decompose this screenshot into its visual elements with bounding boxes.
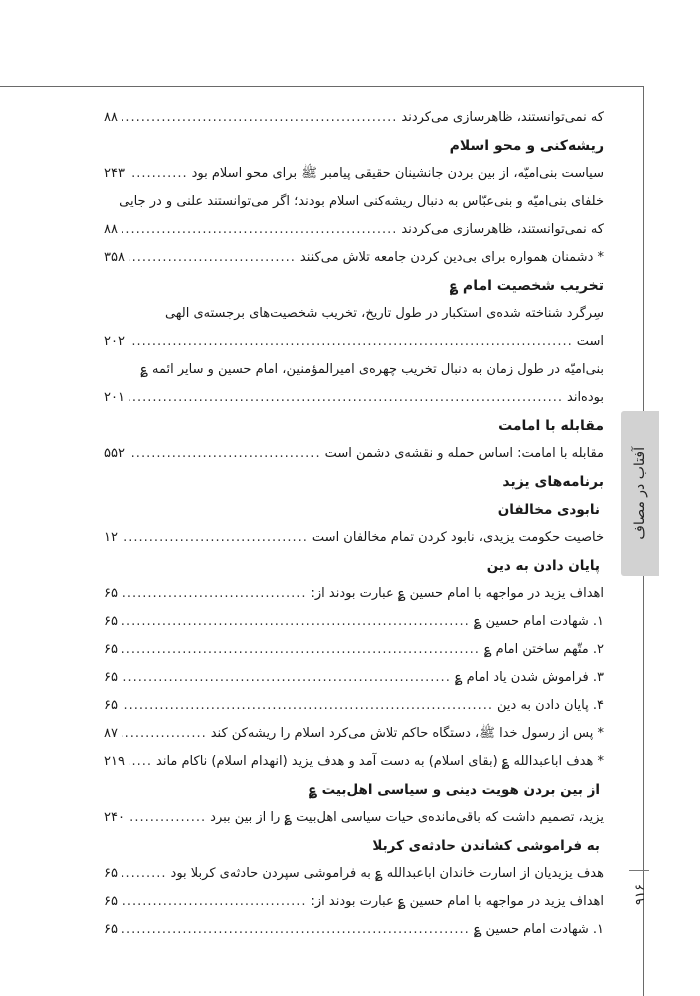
entry-text: سیاست بنی‌امیّه، از بین بردن جانشینان حقیقی پیامبر ﷺ برای محو اسلام بود [191,166,604,181]
dot-leader [122,216,397,244]
dot-leader [129,748,152,776]
entry-text: ۱. شهادت امام حسین ؏ [473,614,604,629]
page-ref: ۶۵ [104,642,118,657]
entry-text: ۴. پایان دادن به دین [497,698,604,713]
page-ref: ۸۸ [104,222,118,237]
index-entry [104,580,604,608]
dot-leader [122,524,308,552]
entry-text: ۲. متّهم ساختن امام ؏ [483,642,604,657]
entry-text: که نمی‌توانستند، ظاهرسازی می‌کردند [401,110,604,125]
side-tab [621,411,659,576]
index-heading [104,412,604,440]
heading-text: تخریب شخصیت امام ؏ [449,278,604,294]
dot-leader [122,720,207,748]
index-entry-continued [104,356,604,384]
dot-leader [122,608,470,636]
page-ref: ۸۷ [104,726,118,741]
index-subheading [104,832,604,860]
page-ref: ۲۰۱ [104,390,125,405]
index-subheading [104,496,604,524]
dot-leader [122,916,470,944]
dot-leader [122,636,480,664]
index-entry [104,216,604,244]
entry-text: اهداف یزید در مواجهه با امام حسین ؏ عبارت بودند از: [310,586,604,601]
page-ref: ۲۱۹ [104,754,125,769]
index-entry [104,636,604,664]
entry-text: * هدف اباعبدالله ؏ (بقای اسلام) به دست آمد و هدف یزید (انهدام اسلام) ناکام ماند [156,754,604,769]
subheading-text: نابودی مخالفان [497,502,600,518]
dot-leader [129,328,573,356]
entry-text: خاصیت حکومت یزیدی، نابود کردن تمام مخالفان است [311,530,604,545]
entry-text: بنی‌امیّه در طول زمان به دنبال تخریب چهره‌ی امیرالمؤمنین، امام حسین و سایر ائمه ؏ [140,362,604,377]
index-entry [104,384,604,412]
index-entry [104,244,604,272]
page-ref: ۲۴۳ [104,166,125,181]
index-entry-continued [104,300,604,328]
index-content [104,104,604,944]
entry-text: هدف یزیدیان از اسارت خاندان اباعبدالله ؏ به فراموشی سپردن حادثه‌ی کربلا بود [170,866,604,881]
index-entry [104,664,604,692]
page-ref: ۶۵ [104,698,118,713]
dot-leader [129,384,563,412]
index-entry [104,804,604,832]
page-number-rule [629,870,649,871]
index-entry [104,524,604,552]
entry-text: سِرگرد شناخته شده‌ی استکبار در طول تاریخ، تخریب شخصیت‌های برجسته‌ی الهی [164,306,604,321]
dot-leader [122,692,493,720]
page-number: ۹۱۶ [632,883,648,905]
index-heading [104,468,604,496]
index-entry [104,916,604,944]
heading-text: مقابله با امامت [498,418,604,434]
index-entry [104,440,604,468]
index-entry [104,608,604,636]
entry-text: * دشمنان همواره برای بی‌دین کردن جامعه تلاش می‌کنند [299,250,604,265]
dot-leader [122,888,307,916]
subheading-text: به فراموشی کشاندن حادثه‌ی کربلا [372,838,600,854]
index-entry [104,104,604,132]
page-ref: ۵۵۲ [104,446,125,461]
index-entry [104,328,604,356]
top-rule [0,86,643,87]
index-entry [104,720,604,748]
page-ref: ۳۵۸ [104,250,125,265]
index-heading [104,132,604,160]
page-ref: ۲۴۰ [104,810,125,825]
page-ref: ۶۵ [104,670,118,685]
index-subheading [104,776,604,804]
index-entry [104,888,604,916]
subheading-text: پایان دادن به دین [486,558,600,574]
index-entry [104,160,604,188]
page-ref: ۶۵ [104,922,118,937]
entry-text: اهداف یزید در مواجهه با امام حسین ؏ عبارت بودند از: [310,894,604,909]
page-ref: ۲۰۲ [104,334,125,349]
dot-leader [129,804,206,832]
dot-leader [129,244,296,272]
page-ref: ۸۸ [104,110,118,125]
page-ref: ۶۵ [104,586,118,601]
index-heading [104,272,604,300]
entry-text: یزید، تصمیم داشت که باقی‌مانده‌ی حیات سیاسی اهل‌بیت ؏ را از بین ببرد [210,810,604,825]
entry-text: بوده‌اند [567,390,604,405]
entry-text: مقابله با امامت: اساس حمله و نقشه‌ی دشمن است [324,446,604,461]
dot-leader [122,860,167,888]
entry-text: است [576,334,604,349]
side-tab-label: آفتاب در مصاف [632,447,648,540]
dot-leader [129,440,321,468]
index-subheading [104,552,604,580]
entry-text: خلفای بنی‌امیّه و بنی‌عبّاس به دنبال ریشه‌کنی اسلام بودند؛ اگر می‌توانستند علنی و در جایی [119,194,604,209]
dot-leader [122,664,451,692]
page-ref: ۱۲ [104,530,118,545]
entry-text: ۳. فراموش شدن یاد امام ؏ [454,670,604,685]
index-entry [104,860,604,888]
index-entry [104,748,604,776]
index-entry-continued [104,188,604,216]
index-entry [104,692,604,720]
heading-text: برنامه‌های یزید [502,474,604,490]
entry-text: که نمی‌توانستند، ظاهرسازی می‌کردند [401,222,604,237]
heading-text: ریشه‌کنی و محو اسلام [449,138,604,154]
page-ref: ۶۵ [104,866,118,881]
dot-leader [122,104,397,132]
dot-leader [129,160,188,188]
subheading-text: از بین بردن هویت دینی و سیاسی اهل‌بیت ؏ [309,782,600,798]
entry-text: * پس از رسول خدا ﷺ، دستگاه حاکم تلاش می‌کرد اسلام را ریشه‌کن کند [210,726,604,741]
page-ref: ۶۵ [104,894,118,909]
page-ref: ۶۵ [104,614,118,629]
entry-text: ۱. شهادت امام حسین ؏ [473,922,604,937]
dot-leader [122,580,307,608]
